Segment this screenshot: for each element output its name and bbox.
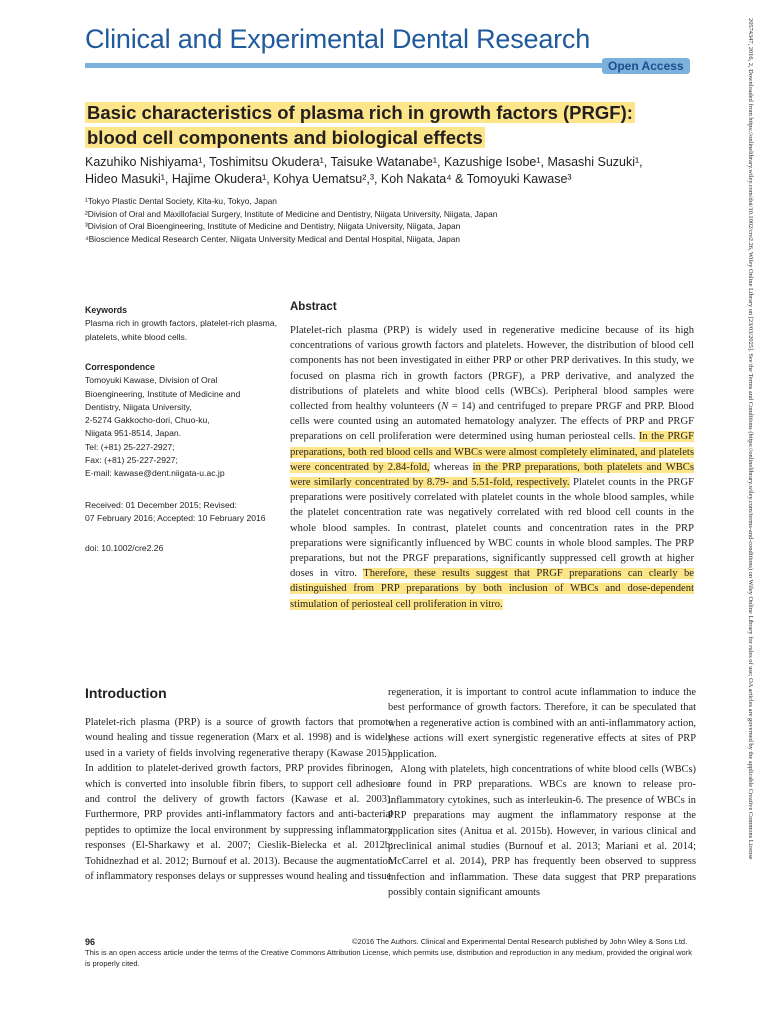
abstract-highlight-3: Therefore, these results suggest that PRGF preparations can clearly be distinguished from PRP preparations by both inclusion of WBCs and dose-dependent stimulation of periosteal cell proliferation in vitro. xyxy=(290,568,694,610)
correspondence-block xyxy=(85,361,280,481)
intro-left-column xyxy=(85,715,393,884)
doi[interactable]: doi: 10.1002/cre2.26 xyxy=(85,543,164,553)
page-number: 96 xyxy=(85,937,96,947)
authors-line-1: Kazuhiko Nishiyama¹, Toshimitsu Okudera¹, Taisuke Watanabe¹, Kazushige Isobe¹, Masashi Suzuki¹, xyxy=(85,155,643,169)
article-title xyxy=(85,100,705,150)
footer-copyright: ©2016 The Authors. Clinical and Experimental Dental Research published by John Wiley & Sons Ltd. xyxy=(352,937,688,946)
affiliation-1: ¹Tokyo Plastic Dental Society, Kita-ku, Tokyo, Japan xyxy=(85,196,277,206)
abstract-highlight-1: In the PRGF preparations, both red blood cells and WBCs were almost completely eliminated, and platelets were concentrated by 2.84-fold, xyxy=(290,431,694,473)
download-strip-text: 20574347, 2016, 2, Downloaded from https://onlinelibrary.wiley.com/doi/10.1002/cre2.26, Wiley Online Library on [23/03/2025]. See the Terms and Conditions (https://onlinelibrary.wiley.com/terms-and-conditions) on Wiley Online Library for rules of use; OA articles are governed by the applicable Creative Commons License xyxy=(747,18,754,860)
affiliations xyxy=(85,195,695,245)
footer-license: This is an open access article under the terms of the Creative Commons Attribution License, which permits use, distribution and reproduction in any medium, provided the original work is properly cited. xyxy=(85,948,692,968)
intro-paragraph: Along with platelets, high concentrations of white blood cells (WBCs) are found in PRP preparations. WBCs are known to release pro-inflammatory cytokines, such as interleukin-6. The presence of WBCs in PRP preparations may augment the inflammatory response at the application sites (Anitua et al. 2015b). However, in various clinical and preclinical animal studies (Burnouf et al. 2013; Mariani et al. 2014; McCarrel et al. 2014), PRP has frequently been observed to suppress infection and inflammation. These data suggest that PRP preparations possibly contain significant amounts xyxy=(388,764,696,899)
journal-rule xyxy=(85,63,686,68)
correspondence-line: Bioengineering, Institute of Medicine and xyxy=(85,388,241,399)
correspondence-line: Niigata 951-8514, Japan. xyxy=(85,428,182,439)
abstract-heading: Abstract xyxy=(290,301,337,313)
abstract-part: Platelet counts in the PRGF preparations were positively correlated with platelet counts in the whole blood samples, while the platelet concentration rate was negatively correlated with red blood cell counts in the whole blood samples. In contrast, platelet counts and concentration rates in the PRP preparations were significantly influenced by WBC counts in whole blood samples. The PRP preparations, but not the PRGF preparations, significantly suppressed cell growth at higher doses in vitro. xyxy=(290,477,694,580)
affiliation-3: ³Division of Oral Bioengineering, Institute of Medicine and Dentistry, Niigata University, Niigata, Japan xyxy=(85,221,461,231)
history-block xyxy=(85,499,280,526)
correspondence-heading: Correspondence xyxy=(85,362,155,372)
correspondence-line: Tel: (+81) 25-227-2927; xyxy=(85,441,175,452)
abstract-highlight-2: in the PRP preparations, both platelets and WBCs were similarly concentrated by 8.79- and 5.51-fold, respectively. xyxy=(290,461,694,489)
correspondence-line: Fax: (+81) 25-227-2927; xyxy=(85,455,178,466)
affiliation-2: ²Division of Oral and Maxillofacial Surgery, Institute of Medicine and Dentistry, Niigata University, Niigata, Japan xyxy=(85,208,498,219)
keywords-block xyxy=(85,304,280,344)
received-line-1: Received: 01 December 2015; Revised: xyxy=(85,500,237,510)
keywords-heading: Keywords xyxy=(85,305,128,315)
correspondence-line: Dentistry, Niigata University, xyxy=(85,401,192,412)
abstract-part: whereas xyxy=(429,461,473,473)
keywords-text: Plasma rich in growth factors, platelet-rich plasma, platelets, white blood cells. xyxy=(85,318,277,342)
abstract-part: Platelet-rich plasma (PRP) is widely used in regenerative medicine because of its high concentrations of various growth factors and platelets. However, the distribution of blood cell components has not been investigated in either PRP or other PRP derivatives. In this study, we focused on plasma rich in growth factors (PRGF), a PRP derivative, and analyzed the distributions of platelets and white blood cells (WBCs). Peripheral blood samples were collected from healthy volunteers ( xyxy=(290,325,694,413)
introduction-heading: Introduction xyxy=(85,685,167,701)
journal-title: Clinical and Experimental Dental Research xyxy=(85,24,591,54)
intro-paragraph: Platelet-rich plasma (PRP) is a source of growth factors that promote wound healing and tissue regeneration (Marx et al. 1998) and is widely used in a variety of fields involving regenerative therapy (Kawase 2015). In addition to platelet-derived growth factors, PRP provides fibrinogen, which is converted into insoluble fibrin fibers, to support cell adhesion and control the delivery of growth factors (Kawase et al. 2003). Furthermore, PRP provides anti-inflammatory factors and anti-bacterial peptides to optimize the local environment by suppressing inflammatory responses (El-Sharkawy et al. 2007; Cieslik-Bielecka et al. 2012b; Tohidnezhad et al. 2012; Burnouf et al. 2013). Because the augmentation of inflammatory responses delays or suppresses wound healing and tissue xyxy=(85,717,393,883)
title-line-2: blood cell components and biological effects xyxy=(87,127,483,148)
abstract-n: N xyxy=(441,401,449,413)
intro-right-column xyxy=(388,685,696,901)
affiliation-4: ⁴Bioscience Medical Research Center, Niigata University Medical and Dental Hospital, Niigata, Japan xyxy=(85,233,461,244)
abstract-part: = 14) and centrifuged to prepare PRGF and PRP. Blood cells were counted using an automated hematology analyzer. The effects of PRP and PRGF preparations on cell proliferation were determined using human periosteal cells. xyxy=(290,401,694,443)
received-line-2: 07 February 2016; Accepted: 10 February 2016 xyxy=(85,513,266,524)
authors-line-2: Hideo Masuki¹, Hajime Okudera¹, Kohya Uematsu²,³, Koh Nakata⁴ & Tomoyuki Kawase³ xyxy=(85,172,572,186)
open-access-badge: Open Access xyxy=(602,58,690,74)
title-line-1: Basic characteristics of plasma rich in growth factors (PRGF): xyxy=(87,102,633,123)
intro-paragraph: regeneration, it is important to control acute inflammation to induce the best performance of growth factors. Therefore, it can be speculated that when a regenerative action is combined with an anti-inflammatory action, these actions will exert synergistic regenerative effects at sites of PRP application. xyxy=(388,687,696,760)
abstract-text xyxy=(290,323,694,612)
correspondence-email[interactable]: E-mail: kawase@dent.niigata-u.ac.jp xyxy=(85,468,225,479)
download-strip xyxy=(742,18,756,1008)
correspondence-line: 2-5274 Gakkocho-dori, Chuo-ku, xyxy=(85,415,210,426)
author-list xyxy=(85,154,695,188)
correspondence-line: Tomoyuki Kawase, Division of Oral xyxy=(85,375,218,386)
